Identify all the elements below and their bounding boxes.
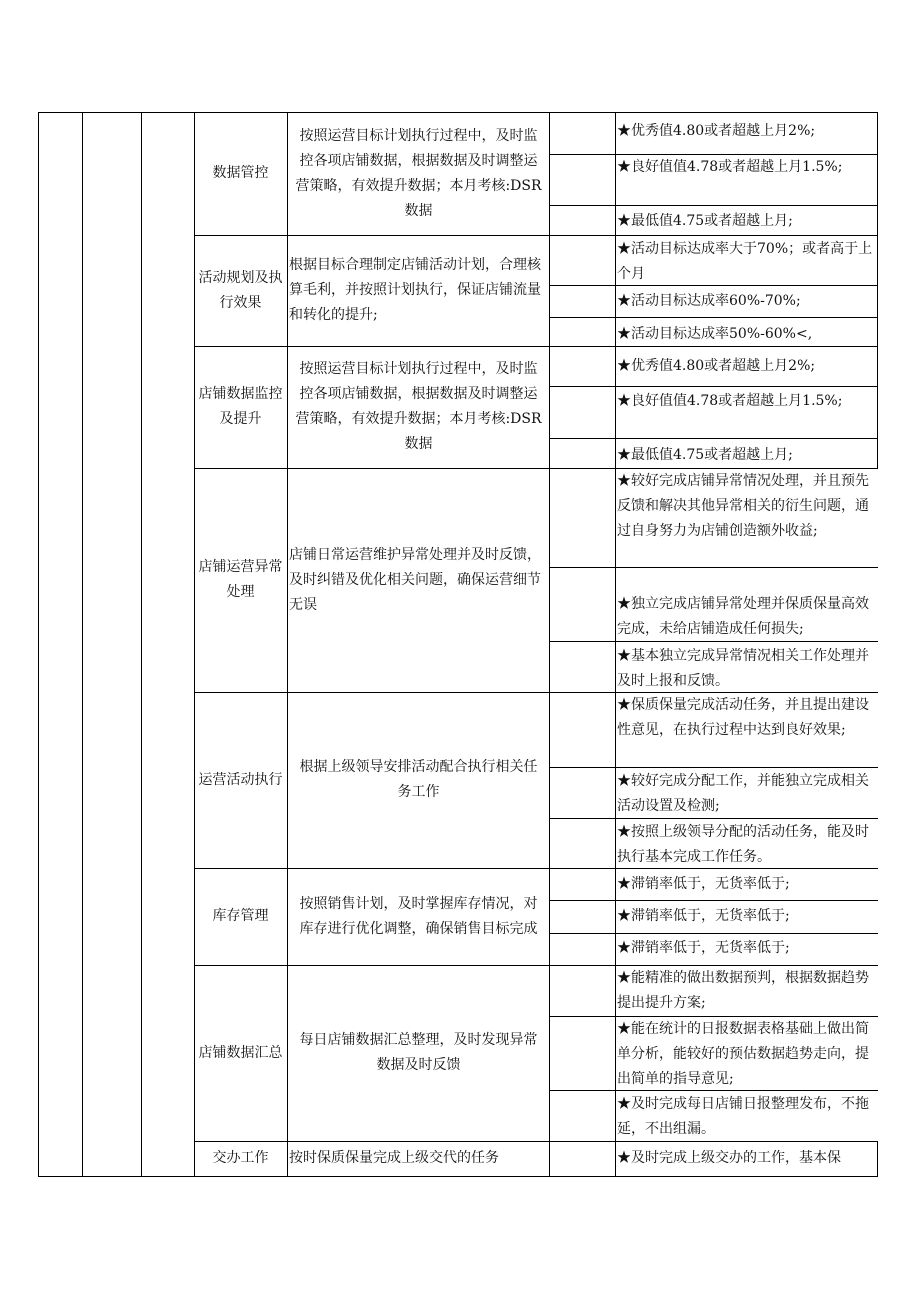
item-description: 根据目标合理制定店铺活动计划，合理核算毛利，并按照计划执行，保证店铺流量和转化的提升; — [289, 257, 541, 323]
subrow-separator — [549, 386, 878, 387]
row-separator — [194, 346, 878, 347]
criteria-text: ★良好值值4.78或者超越上月1.5%; — [617, 393, 843, 409]
row-separator — [194, 965, 878, 966]
row-separator — [194, 468, 878, 469]
criteria-text: ★独立完成店铺异常处理并保质保量高效完成，未给店铺造成任何损失; — [617, 596, 869, 637]
table-border — [38, 112, 878, 113]
item-name: 交办工作 — [212, 1150, 269, 1166]
item-name: 数据管控 — [212, 165, 269, 181]
table-border — [141, 112, 142, 1176]
table-border — [877, 1141, 878, 1176]
criteria-text: ★优秀值4.80或者超越上月2%; — [617, 358, 816, 374]
criteria-text: ★活动目标达成率大于70%；或者高于上个月 — [617, 241, 873, 282]
item-description: 按照运营目标计划执行过程中，及时监控各项店铺数据，根据数据及时调整运营策略，有效提升数据；本月考核:DSR数据 — [295, 127, 542, 219]
table-border — [38, 1176, 878, 1177]
criteria-text: ★滞销率低于，无货率低于; — [617, 908, 790, 924]
criteria-text: ★较好完成店铺异常情况处理，并且预先反馈和解决其他异常相关的衍生问题，通过自身努力为店铺创造额外收益; — [617, 473, 869, 539]
subrow-separator — [549, 1016, 878, 1017]
item-description: 按时保质保量完成上级交代的任务 — [289, 1150, 499, 1166]
row-separator — [194, 1141, 878, 1142]
subrow-separator — [549, 317, 878, 318]
item-name: 运营活动执行 — [198, 771, 283, 788]
subrow-separator — [549, 285, 878, 286]
table-border — [194, 112, 195, 1176]
criteria-text: ★基本独立完成异常情况相关工作处理并及时上报和反馈。 — [617, 648, 869, 689]
criteria-text: ★优秀值4.80或者超越上月2%; — [617, 123, 816, 139]
criteria-text: ★良好值值4.78或者超越上月1.5%; — [617, 159, 843, 175]
subrow-separator — [549, 767, 878, 768]
criteria-text: ★能在统计的日报数据表格基础上做出简单分析，能较好的预估数据趋势走向，提出简单的指导意见; — [617, 1021, 869, 1087]
row-separator — [194, 692, 878, 693]
subrow-separator — [549, 900, 878, 901]
item-name: 店铺数据监控及提升 — [198, 386, 283, 427]
table-border — [38, 112, 39, 1176]
subrow-separator — [549, 567, 878, 568]
subrow-separator — [549, 641, 878, 642]
subrow-separator — [549, 154, 878, 155]
criteria-text: ★较好完成分配工作，并能独立完成相关活动设置及检测; — [617, 773, 869, 814]
criteria-text: ★最低值4.75或者超越上月; — [617, 447, 793, 463]
subrow-separator — [549, 205, 878, 206]
row-separator — [194, 868, 878, 869]
item-description: 根据上级领导安排活动配合执行相关任务工作 — [299, 759, 538, 800]
item-name: 库存管理 — [212, 908, 269, 924]
criteria-text: ★按照上级领导分配的活动任务，能及时执行基本完成工作任务。 — [617, 824, 869, 865]
row-separator — [194, 235, 878, 236]
item-description: 店铺日常运营维护异常处理并及时反馈，及时纠错及优化相关问题，确保运营细节无误 — [289, 546, 541, 613]
criteria-text: ★及时完成上级交办的工作，基本保 — [617, 1150, 841, 1166]
table-border — [82, 112, 83, 1176]
criteria-text: ★滞销率低于，无货率低于; — [617, 940, 790, 956]
criteria-text: ★保质保量完成活动任务，并且提出建设性意见，在执行过程中达到良好效果; — [617, 697, 869, 738]
item-description: 按照运营目标计划执行过程中，及时监控各项店铺数据，根据数据及时调整运营策略，有效提升数据；本月考核:DSR数据 — [295, 361, 542, 452]
criteria-text: ★能精准的做出数据预判，根据数据趋势提出提升方案; — [617, 970, 869, 1011]
subrow-separator — [549, 1090, 878, 1091]
table-border — [287, 112, 288, 1176]
criteria-text: ★活动目标达成率60%-70%; — [617, 293, 801, 309]
criteria-text: ★滞销率低于，无货率低于; — [617, 876, 790, 892]
subrow-separator — [549, 933, 878, 934]
criteria-text: ★活动目标达成率50%-60%<, — [617, 326, 813, 342]
item-description: 每日店铺数据汇总整理，及时发现异常数据及时反馈 — [299, 1032, 538, 1073]
subrow-separator — [549, 818, 878, 819]
item-name: 店铺数据汇总 — [198, 1044, 283, 1061]
item-name: 店铺运营异常处理 — [198, 559, 283, 600]
criteria-text: ★及时完成每日店铺日报整理发布，不拖延，不出组漏。 — [617, 1096, 869, 1137]
item-description: 按照销售计划，及时掌握库存情况，对库存进行优化调整，确保销售目标完成 — [299, 895, 538, 937]
criteria-text: ★最低值4.75或者超越上月; — [617, 213, 793, 229]
table-border — [877, 112, 878, 468]
subrow-separator — [549, 438, 878, 439]
item-name: 活动规划及执行效果 — [198, 269, 283, 311]
